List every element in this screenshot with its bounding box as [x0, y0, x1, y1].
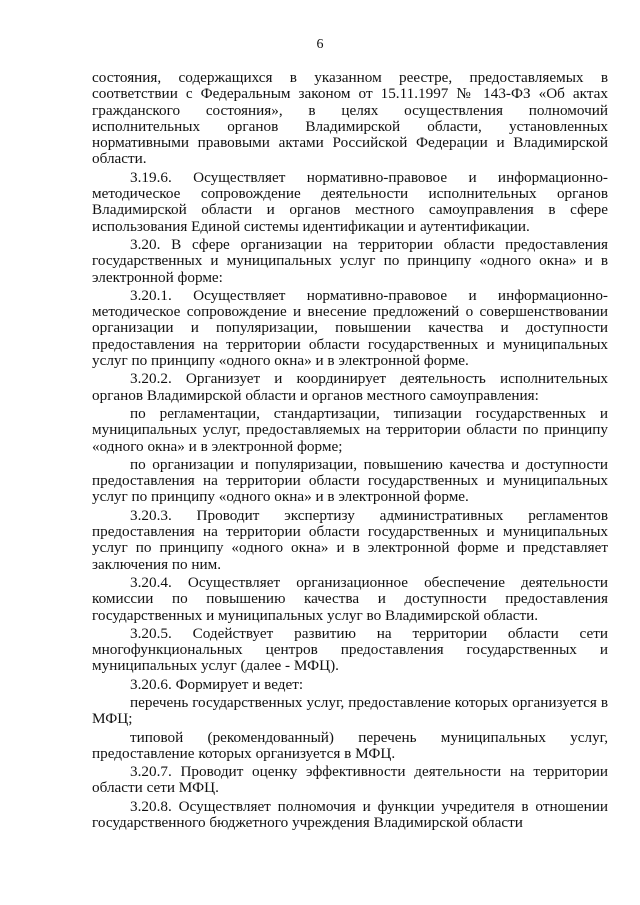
paragraph-3-20-5: 3.20.5. Содействует развитию на территории области сети многофункциональных центров предоставления государственных и муниципальных услуг (далее - МФЦ). — [92, 624, 608, 675]
document-body — [92, 70, 608, 831]
paragraph-3-20-7: 3.20.7. Проводит оценку эффективности деятельности на территории области сети МФЦ. — [92, 763, 608, 797]
paragraph: состояния, содержащихся в указанном реестре, предоставляемых в соответствии с Федеральным законом от 15.11.1997 № 143-ФЗ «Об актах гражданского состояния», в целях осуществления полномочий исполнительных органов Владимирской области, установленных нормативными правовыми актами Российской Федерации и Владимирской области. — [92, 69, 608, 168]
paragraph-3-20-6-item-1: перечень государственных услуг, предоставление которых организуется в МФЦ; — [92, 693, 608, 728]
paragraph-3-20-6: 3.20.6. Формирует и ведет: — [130, 675, 304, 693]
paragraph-3-20-2-item-2: по организации и популяризации, повышению качества и доступности предоставления на территории области государственных и муниципальных услуг по принципу «одного окна» и в электронной форме. — [92, 455, 608, 506]
paragraph-3-20: 3.20. В сфере организации на территории области предоставления государственных и муниципальных услуг по принципу «одного окна» и в электронной форме: — [92, 235, 608, 286]
paragraph-3-20-2-item-1: по регламентации, стандартизации, типизации государственных и муниципальных услуг, предоставляемых на территории области по принципу «одного окна» и в электронной форме; — [92, 404, 608, 455]
paragraph-3-20-3: 3.20.3. Проводит экспертизу административных регламентов предоставления на территории области государственных и муниципальных услуг по принципу «одного окна» и в электронной форме и представляет заключения по ним. — [92, 506, 608, 573]
paragraph-3-20-1: 3.20.1. Осуществляет нормативно-правовое и информационно-методическое сопровождение и внесение предложений о совершенствовании организации и популяризации, повышении качества и доступности предоставления на территории области государственных и муниципальных услуг по принципу «одного окна» и в электронной форме. — [92, 286, 608, 370]
paragraph-3-20-4: 3.20.4. Осуществляет организационное обеспечение деятельности комиссии по повышению качества и доступности предоставления государственных и муниципальных услуг во Владимирской области. — [92, 573, 608, 624]
paragraph-3-20-2: 3.20.2. Организует и координирует деятельность исполнительных органов Владимирской области и органов местного самоуправления: — [92, 370, 608, 404]
paragraph-3-19-6: 3.19.6. Осуществляет нормативно-правовое и информационно-методическое сопровождение деятельности исполнительных органов Владимирской области и органов местного самоуправления в сфере использования Единой системы идентификации и аутентификации. — [92, 168, 608, 235]
paragraph-3-20-6-item-2: типовой (рекомендованный) перечень муниципальных услуг, предоставление которых организуется в МФЦ. — [92, 728, 608, 762]
page-number: 6 — [316, 37, 324, 52]
paragraph-3-20-8: 3.20.8. Осуществляет полномочия и функции учредителя в отношении государственного бюджетного учреждения Владимирской области — [92, 797, 608, 832]
